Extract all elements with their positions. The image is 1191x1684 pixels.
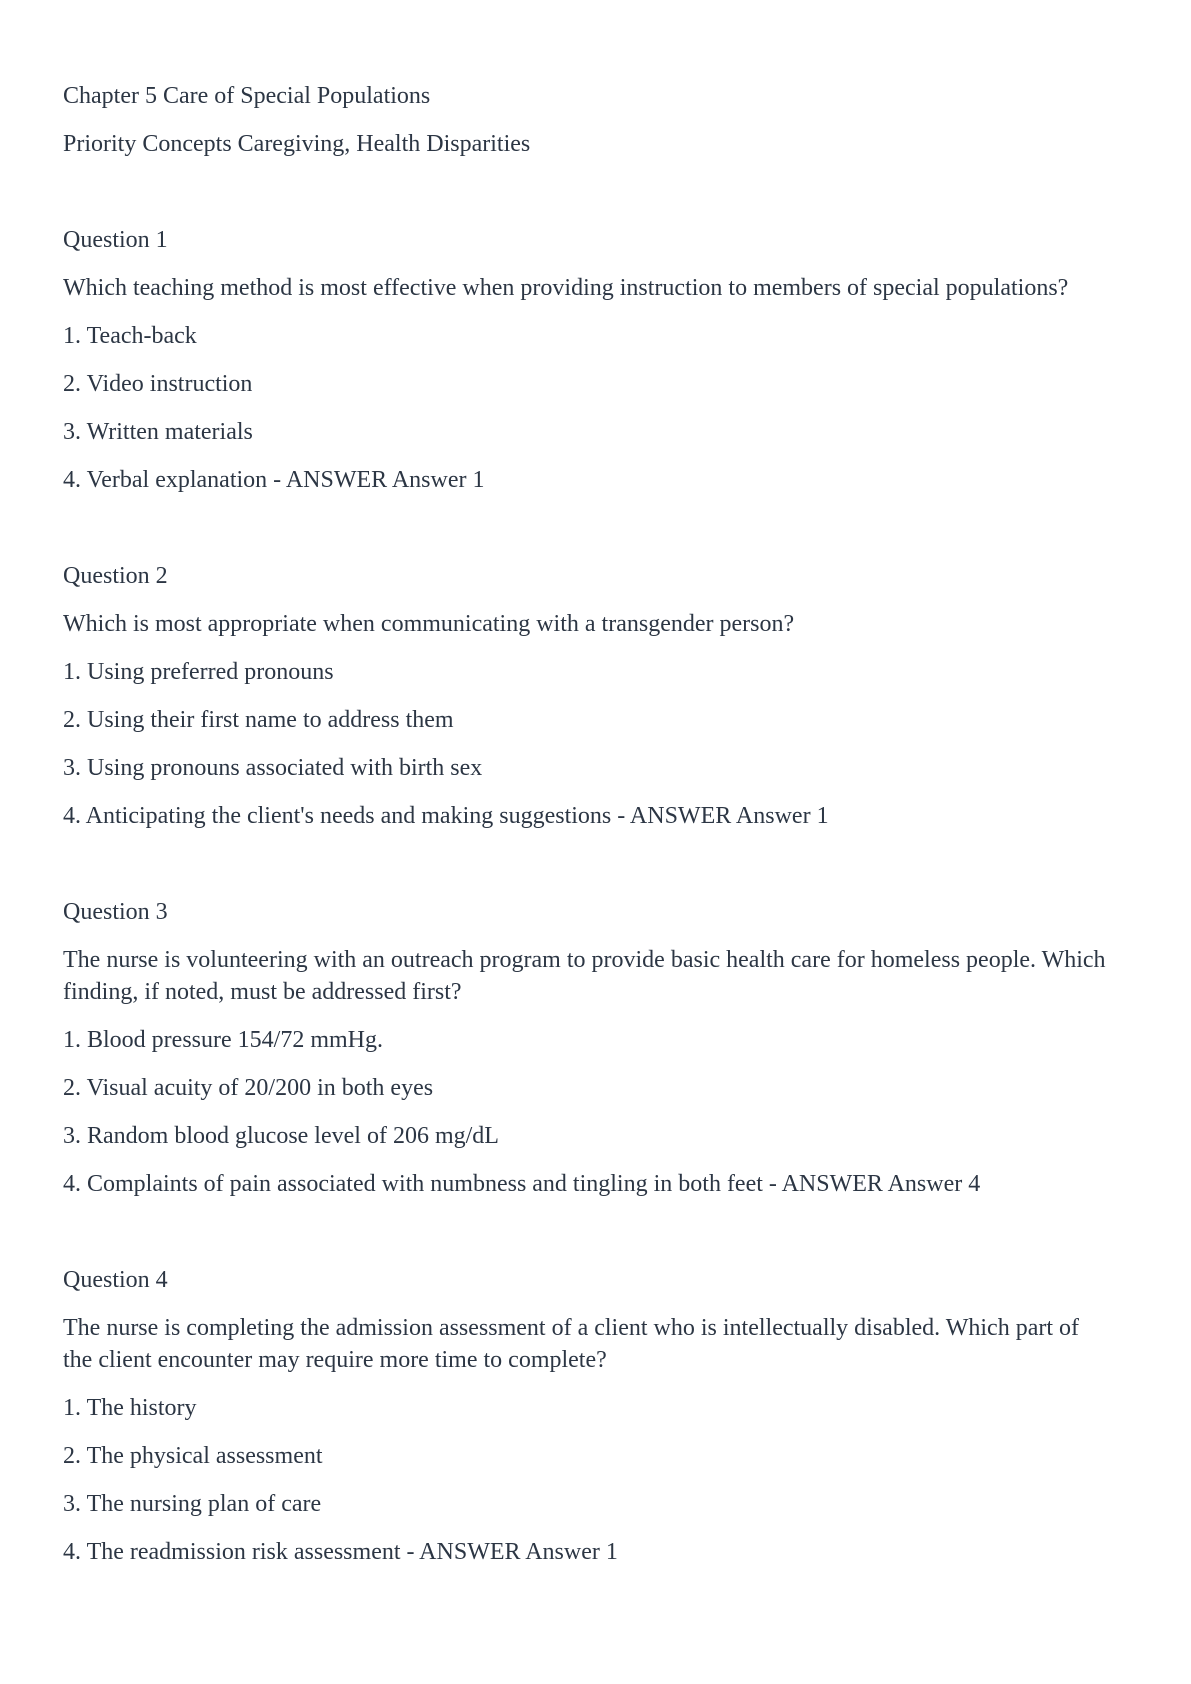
question-4-option-4: 4. The readmission risk assessment - ANSWER Answer 1 [63, 1539, 618, 1565]
question-block-1 [63, 224, 1128, 496]
document-title: Chapter 5 Care of Special Populations [63, 83, 431, 109]
question-4-text-line-2: the client encounter may require more time to complete? [63, 1347, 607, 1373]
question-4-text-line-1: The nurse is completing the admission assessment of a client who is intellectually disabled. Which part of [63, 1315, 1079, 1341]
question-3-label: Question 3 [63, 899, 168, 925]
question-1-text-line: Which teaching method is most effective when providing instruction to members of special populations? [63, 275, 1069, 301]
question-2-label: Question 2 [63, 563, 168, 589]
question-4-label: Question 4 [63, 1267, 168, 1293]
blank-line [63, 176, 1128, 224]
question-4-option-1: 1. The history [63, 1395, 197, 1421]
question-1-option-1: 1. Teach-back [63, 323, 197, 349]
blank-line [63, 848, 1128, 896]
question-1-text [63, 272, 1128, 304]
question-3-option-2: 2. Visual acuity of 20/200 in both eyes [63, 1075, 434, 1101]
question-4-option-2: 2. The physical assessment [63, 1443, 323, 1469]
question-1-option-3: 3. Written materials [63, 419, 253, 445]
question-2-text [63, 608, 1128, 640]
question-4-option-3: 3. The nursing plan of care [63, 1491, 322, 1517]
blank-line [63, 512, 1128, 560]
question-3-option-3: 3. Random blood glucose level of 206 mg/dL [63, 1123, 499, 1149]
document-subtitle: Priority Concepts Caregiving, Health Disparities [63, 131, 531, 157]
blank-line [63, 1216, 1128, 1264]
question-3-text-line-2: finding, if noted, must be addressed first? [63, 979, 462, 1005]
question-block-4 [63, 1264, 1128, 1568]
question-block-2 [63, 560, 1128, 832]
question-2-option-2: 2. Using their first name to address them [63, 707, 454, 733]
question-1-label: Question 1 [63, 227, 168, 253]
question-3-option-1: 1. Blood pressure 154/72 mmHg. [63, 1027, 383, 1053]
question-1-option-2: 2. Video instruction [63, 371, 253, 397]
question-1-option-4: 4. Verbal explanation - ANSWER Answer 1 [63, 467, 485, 493]
question-3-text [63, 944, 1128, 1008]
question-2-text-line: Which is most appropriate when communicating with a transgender person? [63, 611, 795, 637]
question-3-option-4: 4. Complaints of pain associated with numbness and tingling in both feet - ANSWER Answer 4 [63, 1171, 981, 1197]
question-2-option-4: 4. Anticipating the client's needs and making suggestions - ANSWER Answer 1 [63, 803, 829, 829]
question-2-option-1: 1. Using preferred pronouns [63, 659, 334, 685]
question-block-3 [63, 896, 1128, 1200]
question-3-text-line-1: The nurse is volunteering with an outreach program to provide basic health care for homeless people. Which [63, 947, 1106, 973]
question-4-text [63, 1312, 1128, 1376]
question-2-option-3: 3. Using pronouns associated with birth sex [63, 755, 483, 781]
